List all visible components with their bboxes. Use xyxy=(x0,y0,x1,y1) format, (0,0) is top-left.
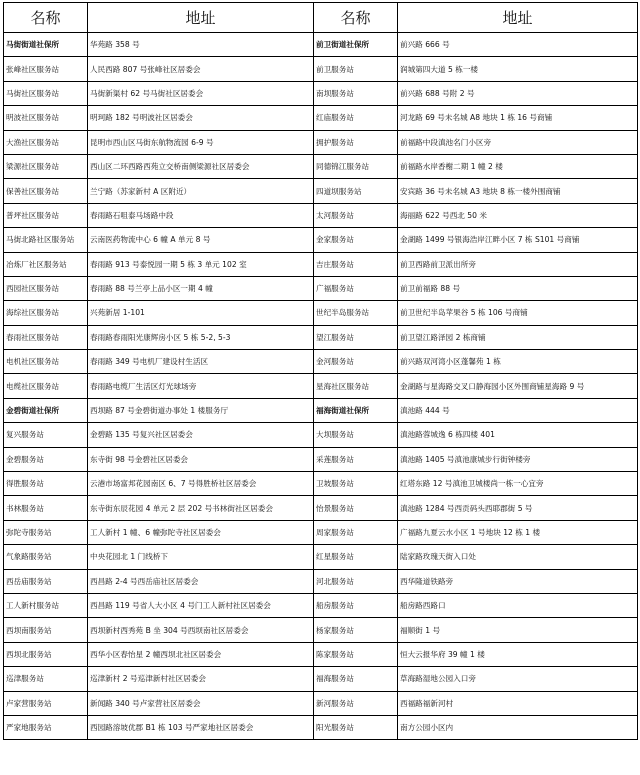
table-row xyxy=(4,618,638,642)
station-name-left: 得胜服务站 xyxy=(4,472,88,496)
station-name-left: 金碧服务站 xyxy=(4,447,88,471)
station-name-left: 冶炼厂社区服务站 xyxy=(4,252,88,276)
station-name-right: 福海服务站 xyxy=(314,667,398,691)
station-address-left: 西昌路 2-4 号西岳庙社区居委会 xyxy=(88,569,314,593)
station-name-left: 马街社区服务站 xyxy=(4,81,88,105)
station-address-right: 陆家路玫瑰天街入口处 xyxy=(398,545,638,569)
station-address-left: 新闻路 340 号卢家营社区居委会 xyxy=(88,691,314,715)
station-address-left: 东寺街东辰花园 4 单元 2 层 202 号书林街社区居委会 xyxy=(88,496,314,520)
station-address-right: 滇池路 1284 号西贡码头西耶郡街 5 号 xyxy=(398,496,638,520)
station-name-right: 河北服务站 xyxy=(314,569,398,593)
station-address-left: 金碧路 135 号复兴社区居委会 xyxy=(88,423,314,447)
service-station-table xyxy=(3,2,638,740)
station-address-left: 云港市场富邦花园南区 6、7 号得胜桥社区居委会 xyxy=(88,472,314,496)
station-name-left: 卢家营服务站 xyxy=(4,691,88,715)
station-name-right: 阳光服务站 xyxy=(314,715,398,739)
station-address-left: 明珂路 182 号明波社区居委会 xyxy=(88,106,314,130)
station-address-left: 春雨路 913 号泰悦园一期 5 栋 3 单元 102 室 xyxy=(88,252,314,276)
station-address-left: 兴苑新居 1-101 xyxy=(88,301,314,325)
station-name-right: 吉庄服务站 xyxy=(314,252,398,276)
station-name-left: 巡津服务站 xyxy=(4,667,88,691)
station-address-left: 昆明市西山区马街东航物流园 6-9 号 xyxy=(88,130,314,154)
station-address-left: 西坝路 87 号金碧街道办事处 1 楼服务厅 xyxy=(88,398,314,422)
station-address-left: 云南医药物流中心 6 幢 A 单元 8 号 xyxy=(88,228,314,252)
station-address-left: 兰宁路（苏家新村 A 区附近） xyxy=(88,179,314,203)
table-row xyxy=(4,496,638,520)
station-name-right: 拥护服务站 xyxy=(314,130,398,154)
table-row xyxy=(4,228,638,252)
table-row xyxy=(4,715,638,739)
station-name-right: 世纪半岛服务站 xyxy=(314,301,398,325)
table-row xyxy=(4,691,638,715)
station-address-right: 滇池路 1405 号滇池康城步行街钟楼旁 xyxy=(398,447,638,471)
station-name-right: 红庙服务站 xyxy=(314,106,398,130)
station-name-right: 四道坝服务站 xyxy=(314,179,398,203)
station-address-left: 西园路溶坡优郡 B1 栋 103 号严家地社区居委会 xyxy=(88,715,314,739)
station-address-right: 广福路九夏云水小区 1 号地块 12 栋 1 楼 xyxy=(398,520,638,544)
station-name-right: 南坝服务站 xyxy=(314,81,398,105)
table-row xyxy=(4,520,638,544)
station-name-left: 弥陀寺服务站 xyxy=(4,520,88,544)
station-name-left: 电缆社区服务站 xyxy=(4,374,88,398)
table-row xyxy=(4,545,638,569)
station-address-right: 前兴路 688 号附 2 号 xyxy=(398,81,638,105)
station-name-right: 同德锦江服务站 xyxy=(314,154,398,178)
station-name-left: 书林服务站 xyxy=(4,496,88,520)
station-address-left: 春雨路 88 号兰亭上品小区一期 4 幢 xyxy=(88,276,314,300)
station-address-left: 马街新渠村 62 号马街社区居委会 xyxy=(88,81,314,105)
station-name-right: 太河服务站 xyxy=(314,203,398,227)
station-name-left: 金碧街道社保所 xyxy=(4,398,88,422)
station-name-left: 明波社区服务站 xyxy=(4,106,88,130)
table-row xyxy=(4,57,638,81)
station-address-right: 河龙路 69 号未名城 A8 地块 1 栋 16 号商铺 xyxy=(398,106,638,130)
table-row xyxy=(4,374,638,398)
station-address-left: 春雨路春雨阳光康辉房小区 5 栋 5-2, 5-3 xyxy=(88,325,314,349)
station-name-right: 广福服务站 xyxy=(314,276,398,300)
station-name-left: 春雨社区服务站 xyxy=(4,325,88,349)
station-address-right: 前卫望江路泽园 2 栋商铺 xyxy=(398,325,638,349)
station-address-right: 前卫世纪半岛苹果谷 5 栋 106 号商铺 xyxy=(398,301,638,325)
table-row xyxy=(4,130,638,154)
station-name-left: 海综社区服务站 xyxy=(4,301,88,325)
station-address-right: 草海路湿地公园入口旁 xyxy=(398,667,638,691)
station-name-right: 前卫街道社保所 xyxy=(314,33,398,57)
station-address-left: 春雨路 349 号电机厂建设村生活区 xyxy=(88,350,314,374)
station-address-right: 前卫前福路 88 号 xyxy=(398,276,638,300)
table-row xyxy=(4,106,638,130)
station-name-left: 张峰社区服务站 xyxy=(4,57,88,81)
station-address-left: 西昌路 119 号省人大小区 4 号门工人新村社区居委会 xyxy=(88,593,314,617)
table-row xyxy=(4,593,638,617)
header-address-right: 地址 xyxy=(398,3,638,33)
station-name-left: 马街北路社区服务站 xyxy=(4,228,88,252)
station-name-right: 福海街道社保所 xyxy=(314,398,398,422)
station-address-right: 西福路福新河村 xyxy=(398,691,638,715)
station-address-right: 前兴路双河湾小区蓬馨苑 1 栋 xyxy=(398,350,638,374)
station-name-left: 马街街道社保所 xyxy=(4,33,88,57)
station-address-left: 巡津新村 2 号巡津新村社区居委会 xyxy=(88,667,314,691)
table-row xyxy=(4,179,638,203)
station-address-right: 西华隆道铁路旁 xyxy=(398,569,638,593)
station-name-right: 前卫服务站 xyxy=(314,57,398,81)
table-row xyxy=(4,472,638,496)
table-row xyxy=(4,301,638,325)
station-name-left: 气象路服务站 xyxy=(4,545,88,569)
station-name-right: 金河服务站 xyxy=(314,350,398,374)
station-address-right: 润城第四大道 5 栋一楼 xyxy=(398,57,638,81)
table-row xyxy=(4,81,638,105)
station-name-left: 梁源社区服务站 xyxy=(4,154,88,178)
header-name-right: 名称 xyxy=(314,3,398,33)
station-name-right: 星海社区服务站 xyxy=(314,374,398,398)
station-name-right: 怡景服务站 xyxy=(314,496,398,520)
table-row xyxy=(4,33,638,57)
station-address-left: 东寺街 98 号金碧社区居委会 xyxy=(88,447,314,471)
table-row xyxy=(4,252,638,276)
station-address-left: 西华小区春怡星 2 幢西坝北社区居委会 xyxy=(88,642,314,666)
station-name-left: 西坝南服务站 xyxy=(4,618,88,642)
station-address-right: 滇池路 444 号 xyxy=(398,398,638,422)
table-row xyxy=(4,642,638,666)
station-name-left: 西园社区服务站 xyxy=(4,276,88,300)
table-row xyxy=(4,569,638,593)
station-name-right: 采莲服务站 xyxy=(314,447,398,471)
station-name-left: 保善社区服务站 xyxy=(4,179,88,203)
table-row xyxy=(4,325,638,349)
station-name-left: 工人新村服务站 xyxy=(4,593,88,617)
station-address-right: 金湖路 1499 号银海浩岸江畔小区 7 栋 S101 号商铺 xyxy=(398,228,638,252)
station-name-right: 金家服务站 xyxy=(314,228,398,252)
station-address-right: 恒大云报华府 39 幢 1 楼 xyxy=(398,642,638,666)
station-address-right: 福顺街 1 号 xyxy=(398,618,638,642)
header-address-left: 地址 xyxy=(88,3,314,33)
table-row xyxy=(4,154,638,178)
station-address-left: 春雨路石咀泰马场路中段 xyxy=(88,203,314,227)
table-body xyxy=(4,33,638,740)
station-address-left: 华苑路 358 号 xyxy=(88,33,314,57)
table-row xyxy=(4,276,638,300)
header-row xyxy=(4,3,638,33)
station-name-right: 新河服务站 xyxy=(314,691,398,715)
station-address-right: 前福路水岸香榭二期 1 幢 2 楼 xyxy=(398,154,638,178)
station-address-left: 西山区二环西路西苑立交桥南侧梁源社区居委会 xyxy=(88,154,314,178)
table-row xyxy=(4,203,638,227)
station-address-left: 西坝新村西秀苑 B 坐 304 号西坝南社区居委会 xyxy=(88,618,314,642)
station-address-left: 人民西路 807 号张峰社区居委会 xyxy=(88,57,314,81)
station-address-right: 金湖路与星海路交叉口静海园小区外围商铺星海路 9 号 xyxy=(398,374,638,398)
station-name-left: 复兴服务站 xyxy=(4,423,88,447)
station-name-left: 西岳庙服务站 xyxy=(4,569,88,593)
station-name-left: 普坪社区服务站 xyxy=(4,203,88,227)
table-row xyxy=(4,447,638,471)
station-address-right: 南方公园小区内 xyxy=(398,715,638,739)
station-name-left: 电机社区服务站 xyxy=(4,350,88,374)
station-name-right: 红星服务站 xyxy=(314,545,398,569)
station-address-right: 滇池路蓉城逸 6 栋四楼 401 xyxy=(398,423,638,447)
station-name-left: 严家地服务站 xyxy=(4,715,88,739)
table-row xyxy=(4,423,638,447)
station-name-right: 周家服务站 xyxy=(314,520,398,544)
station-address-right: 前卫西路前卫派出所旁 xyxy=(398,252,638,276)
station-name-right: 卫坡服务站 xyxy=(314,472,398,496)
station-address-left: 工人新村 1 幢、6 幢弥陀寺社区居委会 xyxy=(88,520,314,544)
station-address-left: 中央花园北 1 门线桥下 xyxy=(88,545,314,569)
table-row xyxy=(4,398,638,422)
station-address-left: 春雨路电缆厂生活区灯光球场旁 xyxy=(88,374,314,398)
station-name-right: 杨家服务站 xyxy=(314,618,398,642)
table-row xyxy=(4,667,638,691)
header-name-left: 名称 xyxy=(4,3,88,33)
station-address-right: 前福路中段滇池名门小区旁 xyxy=(398,130,638,154)
station-address-right: 红塔东路 12 号滇池卫城楼尚一栋一心宜旁 xyxy=(398,472,638,496)
station-address-right: 安宾路 36 号未名城 A3 地块 8 栋一楼外围商铺 xyxy=(398,179,638,203)
table-row xyxy=(4,350,638,374)
station-name-right: 大坝服务站 xyxy=(314,423,398,447)
station-name-right: 望江服务站 xyxy=(314,325,398,349)
station-address-right: 船房路西路口 xyxy=(398,593,638,617)
station-address-right: 海丽路 622 号西北 50 米 xyxy=(398,203,638,227)
station-name-right: 船房服务站 xyxy=(314,593,398,617)
station-address-right: 前兴路 666 号 xyxy=(398,33,638,57)
station-name-left: 大渔社区服务站 xyxy=(4,130,88,154)
station-name-right: 陈家服务站 xyxy=(314,642,398,666)
station-name-left: 西坝北服务站 xyxy=(4,642,88,666)
